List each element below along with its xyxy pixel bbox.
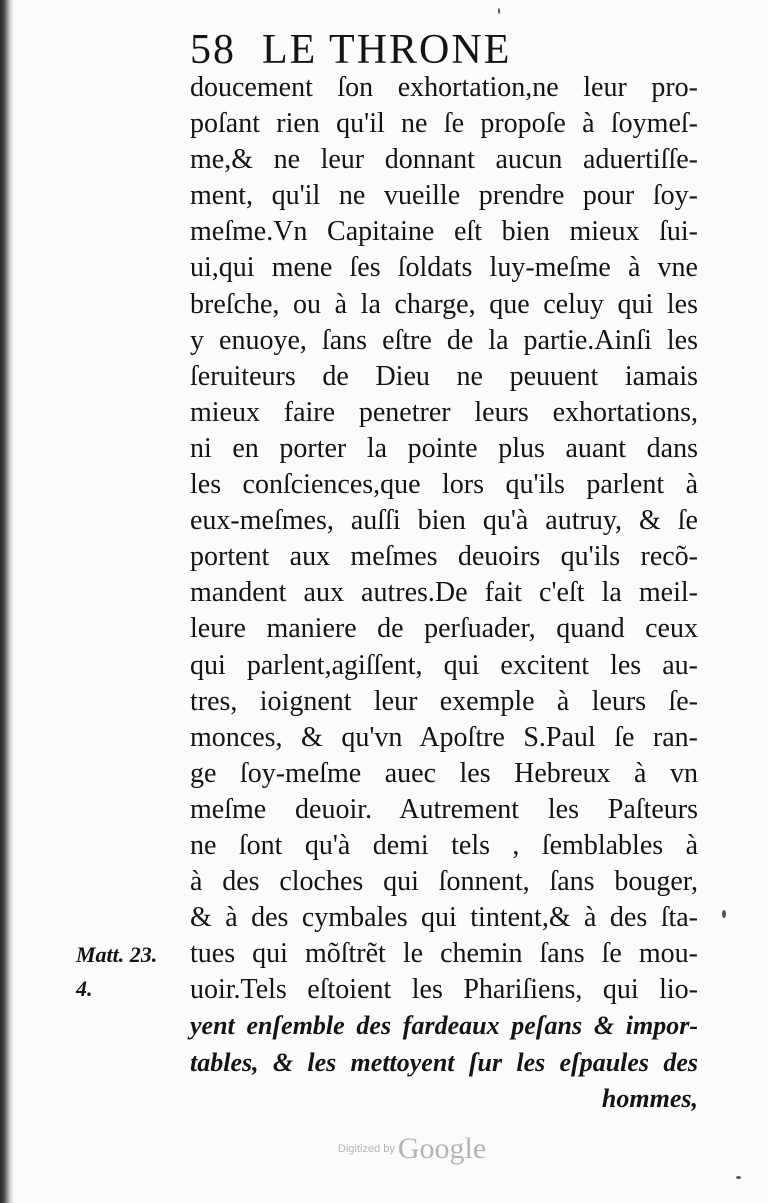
text-line: qui parlent,agiſſent, qui excitent les au- (190, 649, 698, 681)
binding-edge (0, 0, 14, 1203)
digitization-watermark (338, 1132, 498, 1172)
text-line: meſme.Vn Capitaine eſt bien mieux ſui- (190, 216, 698, 248)
text-line: eux-meſmes, auſſi bien qu'à autruy, & ſe (190, 505, 698, 537)
text-line: leure maniere de perſuader, quand ceux (190, 613, 698, 645)
text-line: doucement ſon exhortation,ne leur pro- (190, 72, 698, 103)
text-line: ſeruiteurs de Dieu ne peuuent iamais (190, 360, 698, 392)
text-line: tables, & les mettoyent ſur les eſpaules des (190, 1047, 698, 1077)
margin-note-reference: Matt. 23. (76, 942, 158, 967)
text-line: uoir.Tels eſtoient les Phariſiens, qui lio- (190, 974, 698, 1006)
page-number: 58 (190, 27, 236, 73)
ink-speck (722, 910, 726, 918)
text-line: mieux faire penetrer leurs exhortations, (190, 396, 698, 428)
text-line: yent enſemble des fardeaux peſans & impor- (190, 1011, 698, 1041)
text-line: & à des cymbales qui tintent,& à des ſta- (190, 902, 698, 934)
text-line: portent aux meſmes deuoirs qu'ils recõ- (190, 541, 698, 573)
text-line: breſche, ou à la charge, que celuy qui les (190, 288, 698, 320)
text-line: y enuoye, ſans eſtre de la partie.Ainſi les (190, 324, 698, 356)
text-line: tues qui mõſtrẽt le chemin ſans ſe mou- (190, 938, 698, 970)
text-line: tres, ioignent leur exemple à leurs ſe- (190, 685, 698, 717)
running-title: LE THRONE (262, 27, 512, 73)
text-line: monces, & qu'vn Apoſtre S.Paul ſe ran- (190, 721, 698, 753)
watermark-prefix: Digitized by (338, 1143, 395, 1155)
text-line: mandent aux autres.De fait c'eſt la meil- (190, 577, 698, 609)
text-line: ni en porter la pointe plus auant dans (190, 432, 698, 464)
text-line: ui,qui mene ſes ſoldats luy-meſme à vne (190, 252, 698, 284)
body-text (190, 70, 698, 1117)
ink-speck (498, 8, 500, 14)
margin-note-verse: 4. (76, 976, 93, 1001)
running-head (190, 26, 590, 74)
text-line: à des cloches qui ſonnent, ſans bouger, (190, 866, 698, 898)
watermark-logo: Google (397, 1132, 487, 1165)
text-line: meſme deuoir. Autrement les Paſteurs (190, 793, 698, 825)
text-line: les conſciences,que lors qu'ils parlent à (190, 469, 698, 501)
text-line: me,& ne leur donnant aucun aduertiſſe- (190, 144, 698, 176)
text-line: ne ſont qu'à demi tels , ſemblables à (190, 829, 698, 861)
text-line: ment, qu'il ne vueille prendre pour ſoy- (190, 180, 698, 212)
text-line: hommes, (601, 1083, 698, 1113)
text-line: ge ſoy-meſme auec les Hebreux à vn (190, 757, 698, 789)
text-line: poſant rien qu'il ne ſe propoſe à ſoymeſ- (190, 108, 698, 140)
margin-note (76, 938, 184, 1006)
ink-speck (736, 1176, 741, 1179)
